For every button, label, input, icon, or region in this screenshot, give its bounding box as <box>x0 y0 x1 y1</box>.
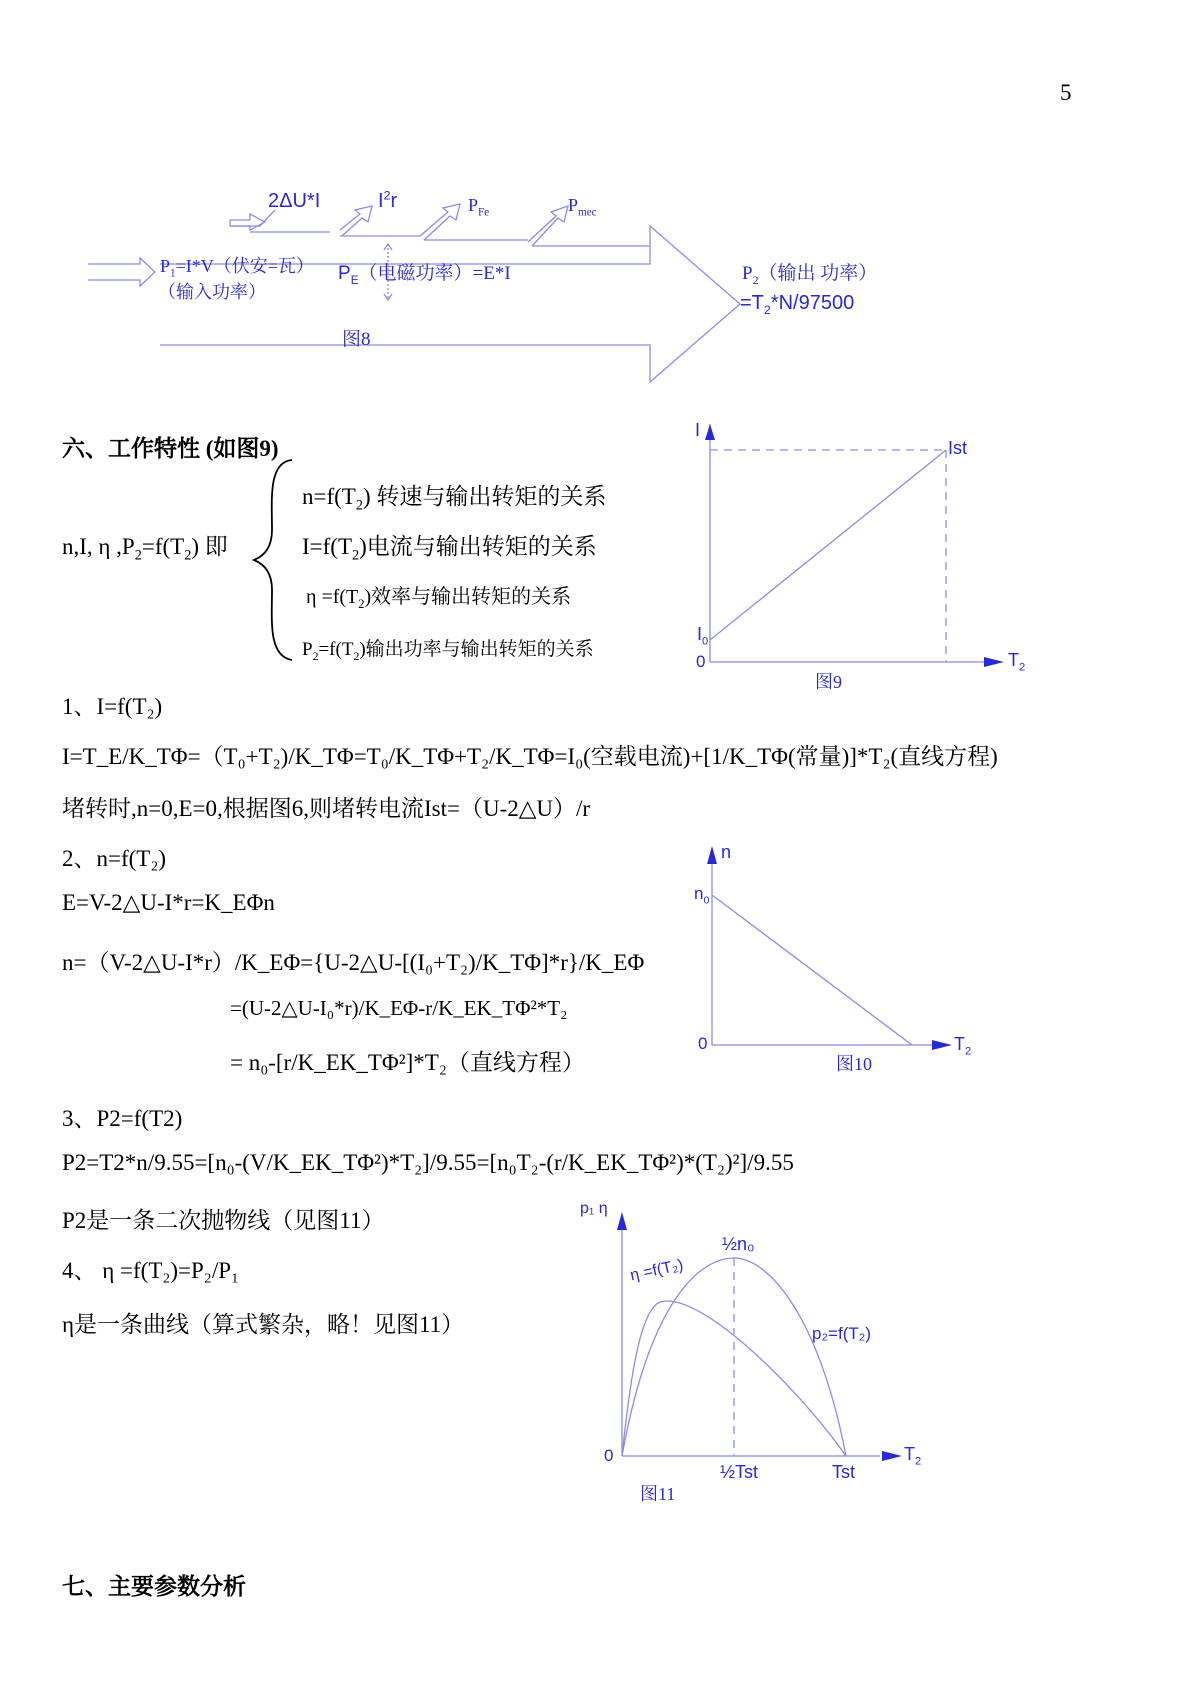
pe-label: $P_E$（电磁功率）=E*I <box>338 263 511 287</box>
fig9-y-label: I <box>695 420 701 440</box>
fig11-origin: 0 <box>604 1446 614 1465</box>
item2-eq2: n=（V-2△U-I*r）/K_EΦ={U-2△U-[(I₀+T₂)/K_TΦ]*r}/K_EΦ <box>62 950 645 975</box>
loss-mec-label: $P_{mec}$ <box>568 195 597 219</box>
brace-item-p2: $P_2=f(T_2)$输出功率与输出转矩的关系 <box>302 639 594 663</box>
item2-title: 2、n=f(T₂) <box>62 846 167 871</box>
fig10-caption: 图10 <box>836 1054 872 1074</box>
item3-note: P2是一条二次抛物线（见图11） <box>62 1208 385 1233</box>
fig9-caption: 图9 <box>815 672 842 692</box>
item4-title: 4、 η =f(T₂)=P₂/P₁ <box>62 1258 240 1283</box>
item3-equation: P2=T2*n/9.55=[n₀-(V/K_EK_TΦ²)*T₂]/9.55=[n₀T₂-(r/K_EK_TΦ²)*(T₂)²]/9.55 <box>62 1150 794 1175</box>
item1-equation: I=T_E/K_TΦ=（T₀+T₂)/K_TΦ=T₀/K_TΦ+T₂/K_TΦ=I₀(空载电流)+[1/K_TΦ(常量)]*T₂(直线方程) <box>62 744 998 769</box>
fig10-y-label: n <box>721 842 732 862</box>
item1-title: 1、I=f(T₂) <box>62 694 163 719</box>
fig11-y-label: p₁ η <box>580 1200 608 1217</box>
p2-label: $P_2$（输出 功率） <box>742 263 878 287</box>
fig10-origin: 0 <box>698 1034 708 1053</box>
item2-eq1: E=V-2△U-I*r=K_EΦn <box>62 890 275 915</box>
fig11-tst: Tst <box>832 1462 856 1482</box>
fig10-n0-label: $n_0$ <box>694 884 710 907</box>
brace-item-i: $I=f(T_2)$电流与输出转矩的关系 <box>302 534 597 564</box>
loss-brush-label: 2ΔU*I <box>268 190 321 212</box>
p1-note: （输入功率） <box>158 282 266 302</box>
fig9-x-label: $T_2$ <box>1008 650 1026 674</box>
page-number: 5 <box>1060 80 1072 105</box>
brace-item-n: $n=f(T_2)$ 转速与输出转矩的关系 <box>302 484 607 514</box>
fig11-x-label: $T_2$ <box>904 1444 922 1468</box>
item3-title: 3、P2=f(T2) <box>62 1106 183 1131</box>
p1-label: $P_1=I*V$（伏安=瓦） <box>160 256 314 280</box>
item1-stall: 堵转时,n=0,E=0,根据图6,则堵转电流Ist=（U-2△U）/r <box>62 796 591 821</box>
section6-lhs: n,I, η $,P_2=f(T_2)$ 即 <box>62 534 228 564</box>
section6-heading: 六、工作特性 (如图9) <box>62 436 279 461</box>
brace-item-eta: $\eta =f(T_2)$效率与输出转矩的关系 <box>306 586 572 611</box>
fig11-peak-label: ½n₀ <box>722 1234 755 1254</box>
fig11-caption: 图11 <box>640 1484 676 1504</box>
item4-note: η是一条曲线（算式繁杂，略！见图11） <box>62 1312 465 1337</box>
fig9-origin: 0 <box>696 652 706 671</box>
fig11-eta-label: η =f(T₂) <box>628 1256 685 1285</box>
p2-equation: $=T_2*N/97500$ <box>740 292 855 317</box>
fig8-caption: 图8 <box>342 329 371 350</box>
fig9-ist-label: Ist <box>948 438 968 458</box>
item2-eq3: =(U-2△U-I₀*r)/K_EΦ-r/K_EK_TΦ²*T₂ <box>230 996 568 1020</box>
item2-eq4: = n₀-[r/K_EK_TΦ²]*T₂（直线方程） <box>230 1050 585 1075</box>
section7-heading: 七、主要参数分析 <box>62 1574 246 1599</box>
fig9-i0-label: $I_0$ <box>697 624 709 648</box>
loss-fe-label: $P_{Fe}$ <box>468 195 490 219</box>
fig11-p2-label: p₂=f(T₂) <box>812 1324 872 1343</box>
loss-i2r-label: $I^2r$ <box>378 188 398 212</box>
fig11-half-tst: ½Tst <box>720 1462 759 1482</box>
fig10-x-label: $T_2$ <box>954 1034 972 1058</box>
